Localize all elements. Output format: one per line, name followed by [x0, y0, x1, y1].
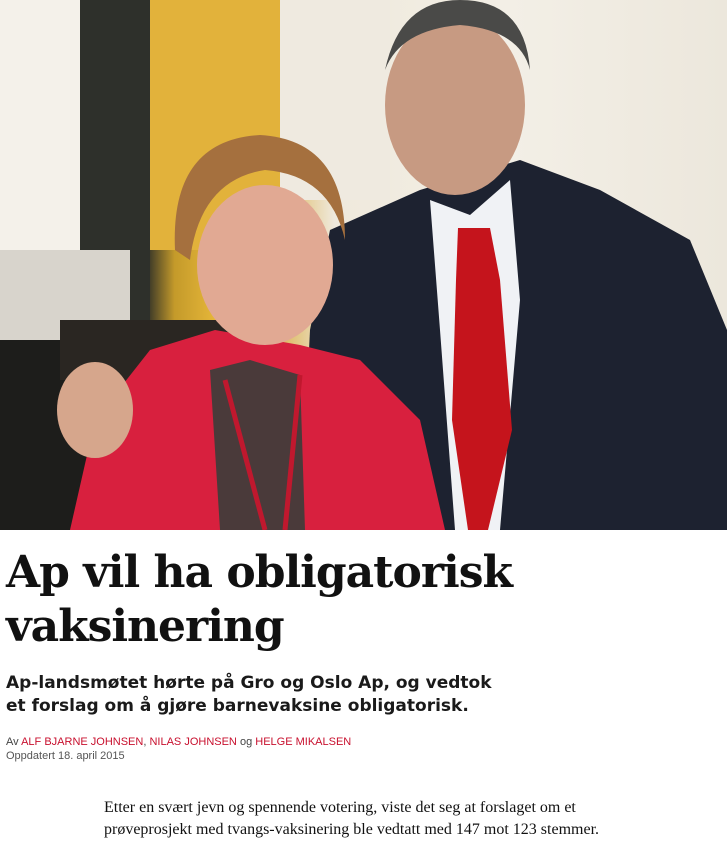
- author-separator: ,: [143, 736, 150, 748]
- byline: [6, 736, 351, 749]
- byline-prefix: Av: [6, 736, 22, 748]
- author-link-3[interactable]: HELGE MIKALSEN: [255, 736, 352, 748]
- article-lead: Ap-landsmøtet hørte på Gro og Oslo Ap, og vedtok et forslag om å gjøre barnevaksine obligatorisk.: [6, 673, 492, 716]
- updated-timestamp: Oppdatert 18. april 2015: [6, 750, 125, 762]
- author-separator: og: [236, 736, 256, 748]
- author-link-2[interactable]: NILAS JOHNSEN: [149, 736, 237, 748]
- author-link-1[interactable]: ALF BJARNE JOHNSEN: [21, 736, 144, 748]
- article-body-paragraph: Etter en svært jevn og spennende votering, viste det seg at forslaget om et prøveprosjekt med tvangs-vaksinering ble vedtatt med 147 mot 123 stemmer.: [104, 799, 600, 838]
- article-title: Ap vil ha obligatorisk vaksinering: [6, 547, 512, 652]
